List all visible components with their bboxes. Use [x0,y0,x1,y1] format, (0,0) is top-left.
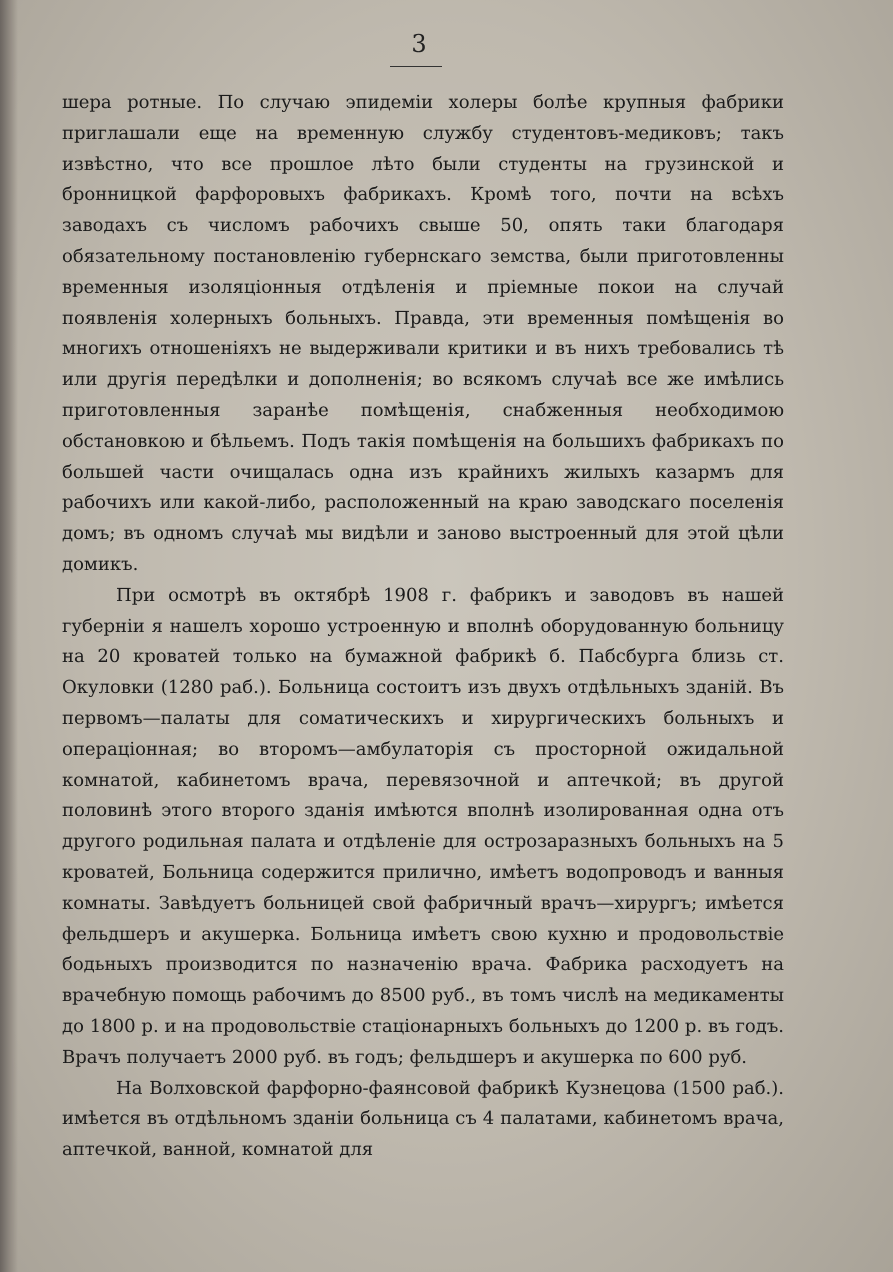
paragraph-3: На Волховской фарфорно-фаянсовой фабрикѣ Кузнецова (1500 раб.). имѣется въ отдѣльномъ зданіи больница съ 4 палатами, кабинетомъ врача, аптечкой, ванной, комнатой для [62,1077,784,1161]
paragraph-2: При осмотрѣ въ октябрѣ 1908 г. фабрикъ и заводовъ въ нашей губерніи я нашелъ хорошо устроенную и вполнѣ оборудованную больницу на 20 кроватей только на бумажной фабрикѣ б. Пабсбурга близь ст. Окуловки (1280 раб.). Больница состоитъ изъ двухъ отдѣльныхъ зданій. Въ первомъ—палаты для соматическихъ и хирургическихъ больныхъ и операціонная; во второмъ—амбулаторія съ просторной ожидальной комнатой, кабинетомъ врача, перевязочной и аптечкой; въ другой половинѣ этого второго зданія имѣются вполнѣ изолированная одна отъ другого родильная палата и отдѣленіе для острозаразныхъ больныхъ на 5 кроватей, Больница содержится прилично, имѣетъ водопроводъ и ванныя комнаты. Завѣдуетъ больницей свой фабричный врачъ—хирургъ; имѣется фельдшеръ и акушерка. Больница имѣетъ свою кухню и продовольствіе бодьныхъ производится по назначенію врача. Фабрика расходуетъ на врачебную помощь рабочимъ до 8500 руб., въ томъ числѣ на медикаменты до 1800 р. и на продовольствіе стаціонарныхъ больныхъ до 1200 р. въ годъ. Врачъ получаетъ 2000 руб. въ годъ; фельдшеръ и акушерка по 600 руб. [62,584,784,1068]
page-number: 3 [411,30,427,58]
page-number-rule [390,66,442,67]
paragraph-1: шера ротные. По случаю эпидеміи холеры болѣе крупныя фабрики приглашали еще на временную службу студентовъ-медиковъ; такъ извѣстно, что все прошлое лѣто были студенты на грузинской и бронницкой фарфоровыхъ фабрикахъ. Кромѣ того, почти на всѣхъ заводахъ съ числомъ рабочихъ свыше 50, опять таки благодаря обязательному постановленію губернскаго земства, были приготовленны временныя изоляціонныя отдѣленія и пріемные покои на случай появленія холерныхъ больныхъ. Правда, эти временныя помѣщенія во многихъ отношеніяхъ не выдерживали критики и въ нихъ требовались тѣ или другія передѣлки и дополненія; во всякомъ случаѣ все же имѣлись приготовленныя заранѣе помѣщенія, снабженныя необходимою обстановкою и бѣльемъ. Подъ такія помѣщенія на большихъ фабрикахъ по большей части очищалась одна изъ крайнихъ жилыхъ казармъ для рабочихъ или какой-либо, расположенный на краю заводскаго поселенія домъ; въ одномъ случаѣ мы видѣли и заново выстроенный для этой цѣли домикъ. [62,92,784,575]
page-edge-shadow [0,0,18,1272]
body-text [62,88,784,1166]
